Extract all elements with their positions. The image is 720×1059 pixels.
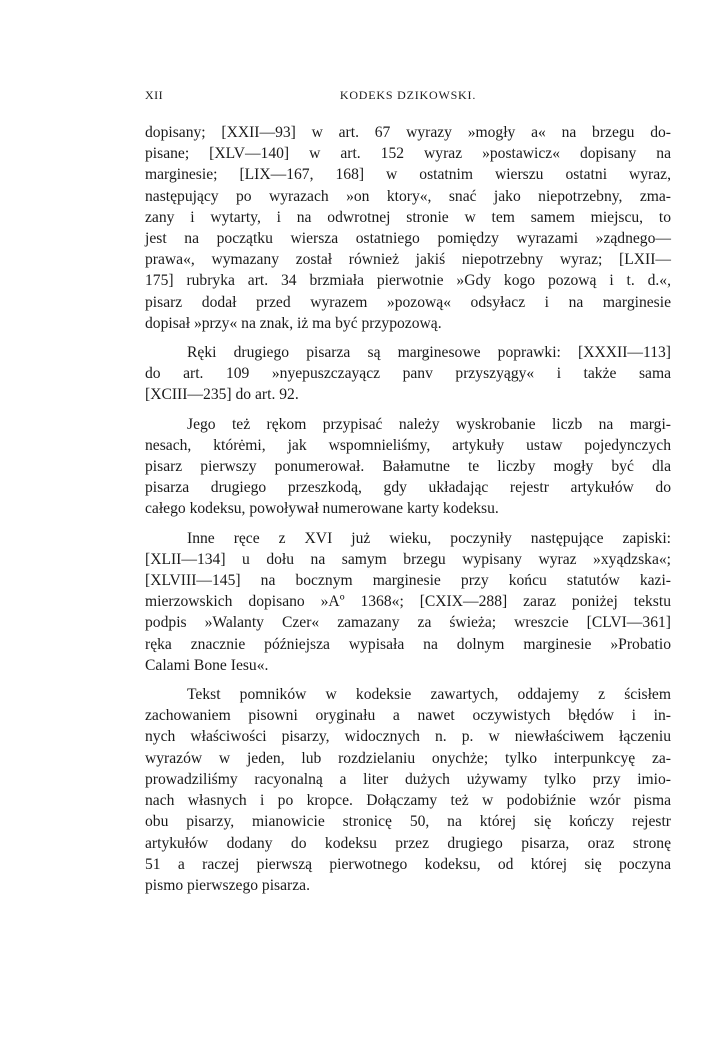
page-header	[145, 88, 671, 110]
text-line: ręka znacznie późniejsza wypisała na dolnym marginesie »Probatio	[145, 635, 671, 653]
text-line: zachowaniem pisowni oryginału a nawet oczywistych błędów i in-	[145, 707, 671, 725]
body-text	[145, 122, 671, 904]
paragraph	[145, 684, 671, 896]
text-line: całego kodeksu, powoływał numerowane karty kodeksu.	[145, 500, 499, 518]
text-line: pisarz pierwszy ponumerował. Bałamutne te liczby mogły być dla	[145, 458, 671, 476]
text-line: [XCIII—235] do art. 92.	[145, 386, 299, 404]
text-line: marginesie; [LIX—167, 168] w ostatnim wierszu ostatni wyraz,	[145, 166, 671, 184]
text-line: podpis »Walanty Czer« zamazany za świeża; wreszcie [CLVI—361]	[145, 614, 671, 632]
text-line: dopisał »przy« na znak, iż ma być przypozową.	[145, 314, 442, 332]
text-line: następujący po wyrazach »on ktory«, snać jako niepotrzebny, zma-	[145, 187, 671, 205]
page-number: XII	[145, 88, 164, 102]
paragraph	[145, 342, 671, 406]
text-line: pismo pierwszego pisarza.	[145, 876, 310, 894]
text-line: 175] rubryka art. 34 brzmiała pierwotnie »Gdy kogo pozową i t. d.«,	[145, 272, 671, 290]
text-line: [XLVIII—145] na bocznym marginesie przy końcu statutów kazi-	[145, 572, 671, 590]
text-line: jest na początku wiersza ostatniego pomiędzy wyrazami »ządnego—	[145, 230, 671, 248]
running-title: KODEKS DZIKOWSKI.	[339, 88, 477, 102]
text-line: pisarza drugiego przeszkodą, gdy układając rejestr artykułów do	[145, 479, 671, 497]
text-line: do art. 109 »nyepuszczayącz panv przyszyągy« i także sama	[145, 365, 671, 383]
text-line: zany i wytarty, i na odwrotnej stronie w tem samem miejscu, to	[145, 208, 671, 226]
text-line: Calami Bone Iesu«.	[145, 656, 269, 674]
text-line: mierzowskich dopisano »Aº 1368«; [CXIX—288] zaraz poniżej tekstu	[145, 593, 671, 611]
text-line: prowadziliśmy racyonalną a liter dużych używamy tylko przy imio-	[145, 770, 671, 788]
text-line: dopisany; [XXII—93] w art. 67 wyrazy »mogły a« na brzegu do-	[145, 124, 671, 141]
paragraph	[145, 528, 671, 676]
text-line: obu pisarzy, mianowicie stronicę 50, na której się kończy rejestr	[145, 813, 671, 831]
text-line: Tekst pomników w kodeksie zawartych, oddajemy z ścisłem	[187, 686, 671, 704]
text-line: nesach, którėmi, jak wspomnieliśmy, artykuły ustaw pojedynczych	[145, 436, 671, 454]
text-line: 51 a raczej pierwszą pierwotnego kodeksu, od której się poczyna	[145, 855, 671, 873]
text-line: Ręki drugiego pisarza są marginesowe poprawki: [XXXII—113]	[187, 344, 671, 362]
paragraph	[145, 414, 671, 520]
text-line: [XLII—134] u dołu na samym brzegu wypisany wyraz »xyądzska«;	[145, 550, 671, 568]
text-line: pisane; [XLV—140] w art. 152 wyraz »postawicz« dopisany na	[145, 145, 671, 163]
text-line: prawa«, wymazany został również jakiś niepotrzebny wyraz; [LXII—	[145, 251, 671, 269]
text-line: nych właściwości pisarzy, widocznych n. p. w niewłaściwem łączeniu	[145, 728, 671, 746]
text-line: Jego też rękom przypisać należy wyskrobanie liczb na margi-	[187, 415, 671, 433]
text-line: pisarz dodał przed wyrazem »pozową« odsyłacz i na marginesie	[145, 293, 671, 311]
text-line: Inne ręce z XVI już wieku, poczyniły następujące zapiski:	[187, 529, 671, 547]
paragraph	[145, 122, 671, 334]
text-line: artykułów dodany do kodeksu przez drugiego pisarza, oraz stronę	[145, 834, 671, 852]
text-line: wyrazów w jeden, lub rozdzielaniu onychże; tylko interpunkcyę za-	[145, 749, 671, 767]
text-line: nach własnych i po kropce. Dołączamy też w podobiźnie wzór pisma	[145, 792, 671, 810]
